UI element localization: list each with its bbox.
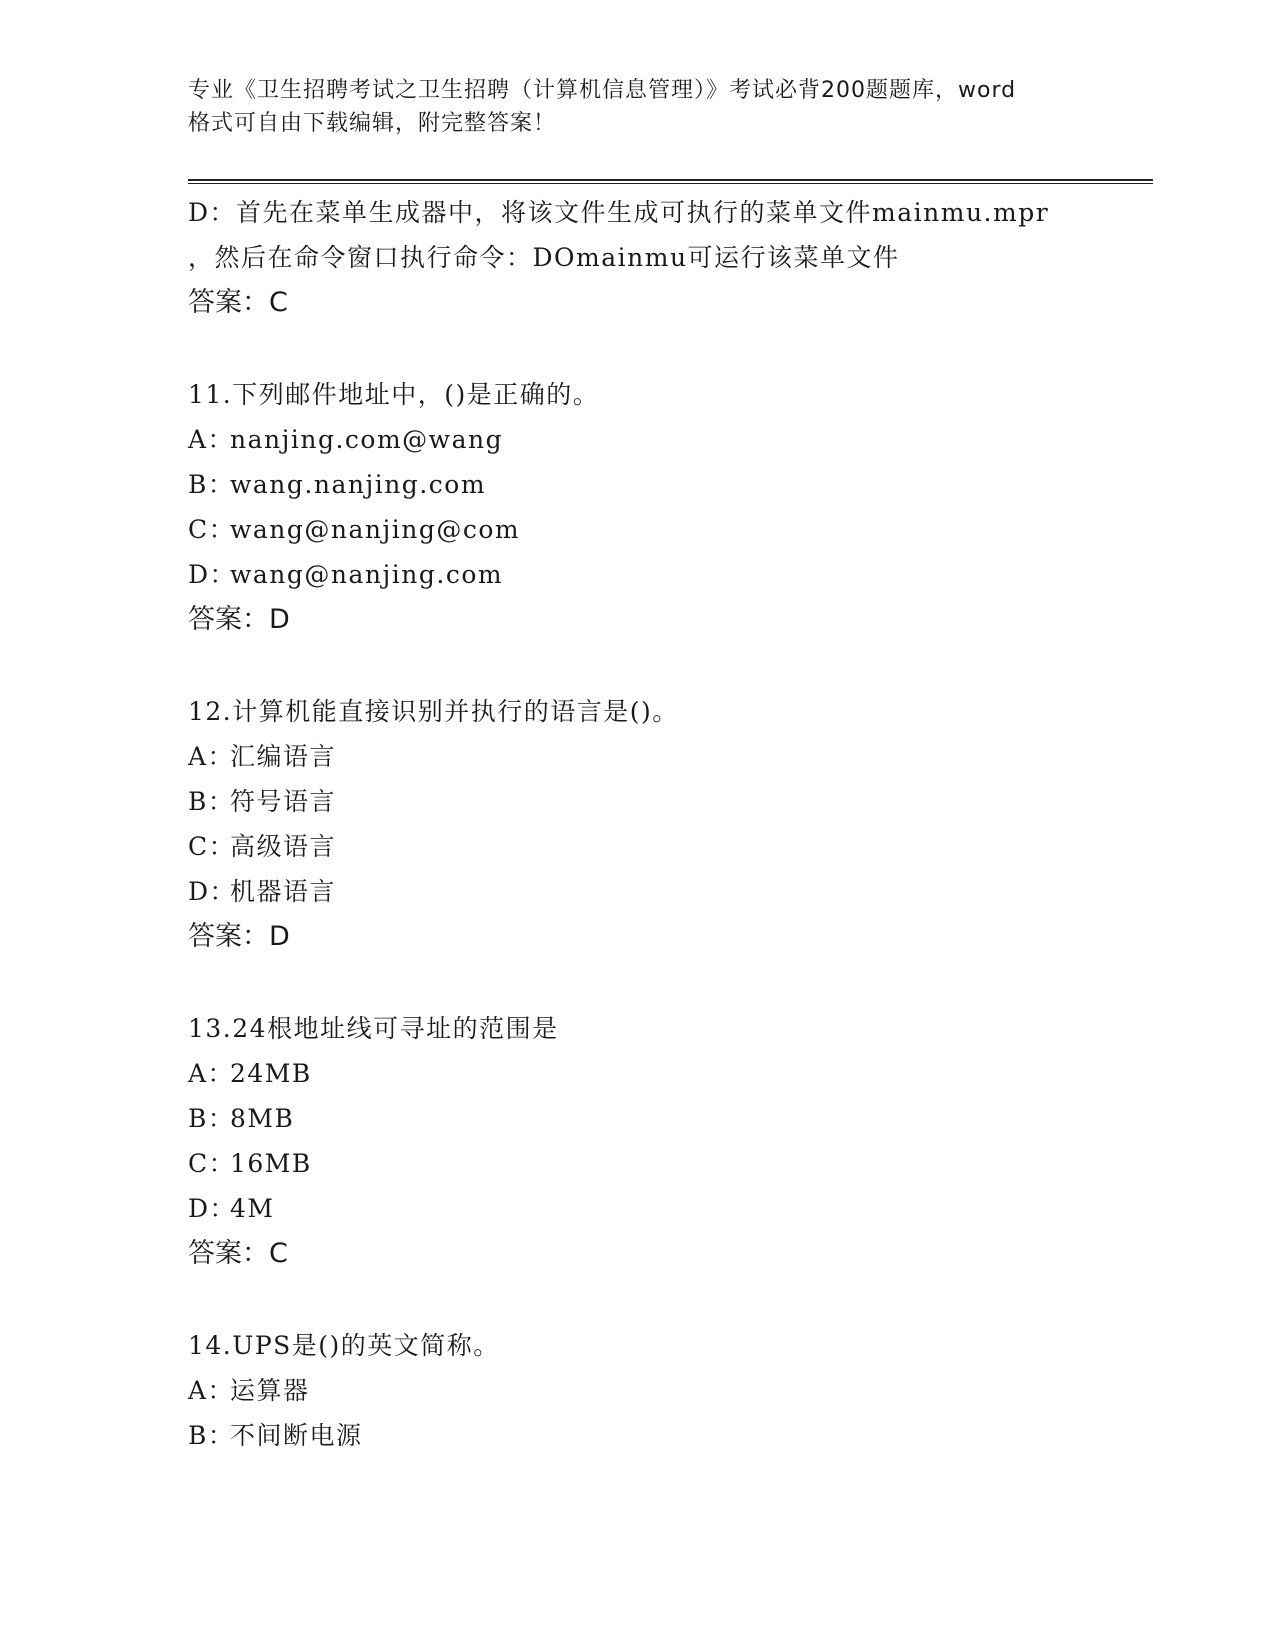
option-d — [188, 869, 1153, 914]
option-label: A： — [188, 425, 235, 454]
option-label: C： — [188, 1149, 236, 1178]
question-text: 13.24根地址线可寻址的范围是 — [188, 1014, 559, 1043]
question-list — [188, 190, 1153, 1458]
option-text: nanjing.com@wang — [230, 425, 504, 454]
header-divider-thin — [188, 183, 1153, 184]
answer-line: 答案：C — [188, 1238, 288, 1269]
document-header — [188, 74, 1108, 140]
option-b — [188, 1096, 1153, 1141]
option-a — [188, 1051, 1153, 1096]
question-block — [188, 1006, 1153, 1276]
option-label: B： — [188, 787, 235, 816]
option-c — [188, 1141, 1153, 1186]
header-line-1: 专业《卫生招聘考试之卫生招聘（计算机信息管理）》考试必背200题题库，word — [188, 78, 1017, 103]
option-text: 高级语言 — [230, 832, 337, 861]
option-label: C： — [188, 832, 236, 861]
option-text: 机器语言 — [230, 877, 337, 906]
question-text: 14.UPS是()的英文简称。 — [188, 1331, 500, 1360]
option-label: B： — [188, 1421, 235, 1450]
option-label: D： — [188, 1194, 237, 1223]
option-d — [188, 552, 1153, 597]
option-text: 运算器 — [230, 1376, 310, 1405]
option-text: 8MB — [230, 1104, 295, 1133]
option-label: D： — [188, 877, 237, 906]
option-a — [188, 734, 1153, 779]
option-text: 4M — [230, 1194, 275, 1223]
prev-option-d-line-1: D：首先在菜单生成器中，将该文件生成可执行的菜单文件mainmu.mpr — [188, 198, 1050, 227]
option-text: 汇编语言 — [230, 742, 337, 771]
option-label: C： — [188, 515, 236, 544]
header-line-2: 格式可自由下载编辑，附完整答案！ — [188, 111, 557, 136]
question-block — [188, 372, 1153, 642]
option-a — [188, 1368, 1153, 1413]
option-text: 符号语言 — [230, 787, 337, 816]
prev-answer: 答案：C — [188, 287, 288, 318]
prev-option-d-line-2: ，然后在命令窗口执行命令：DOmainmu可运行该菜单文件 — [188, 243, 900, 272]
option-d — [188, 1186, 1153, 1231]
question-block — [188, 689, 1153, 959]
option-text: 24MB — [230, 1059, 312, 1088]
option-b — [188, 1413, 1153, 1458]
option-c — [188, 507, 1153, 552]
option-text: wang@nanjing.com — [230, 560, 504, 589]
option-b — [188, 779, 1153, 824]
question-text: 12.计算机能直接识别并执行的语言是()。 — [188, 697, 679, 726]
option-text: wang@nanjing@com — [230, 515, 521, 544]
header-divider-thick — [188, 179, 1153, 181]
question-block — [188, 1323, 1153, 1458]
option-b — [188, 462, 1153, 507]
option-label: A： — [188, 1059, 235, 1088]
option-label: D： — [188, 560, 237, 589]
option-text: 16MB — [230, 1149, 312, 1178]
option-label: B： — [188, 470, 235, 499]
answer-line: 答案：D — [188, 921, 290, 952]
option-c — [188, 824, 1153, 869]
option-text: 不间断电源 — [230, 1421, 363, 1450]
option-label: A： — [188, 1376, 235, 1405]
option-label: B： — [188, 1104, 235, 1133]
question-text: 11.下列邮件地址中，()是正确的。 — [188, 380, 600, 409]
option-text: wang.nanjing.com — [230, 470, 487, 499]
option-label: A： — [188, 742, 235, 771]
option-a — [188, 417, 1153, 462]
answer-line: 答案：D — [188, 604, 290, 635]
